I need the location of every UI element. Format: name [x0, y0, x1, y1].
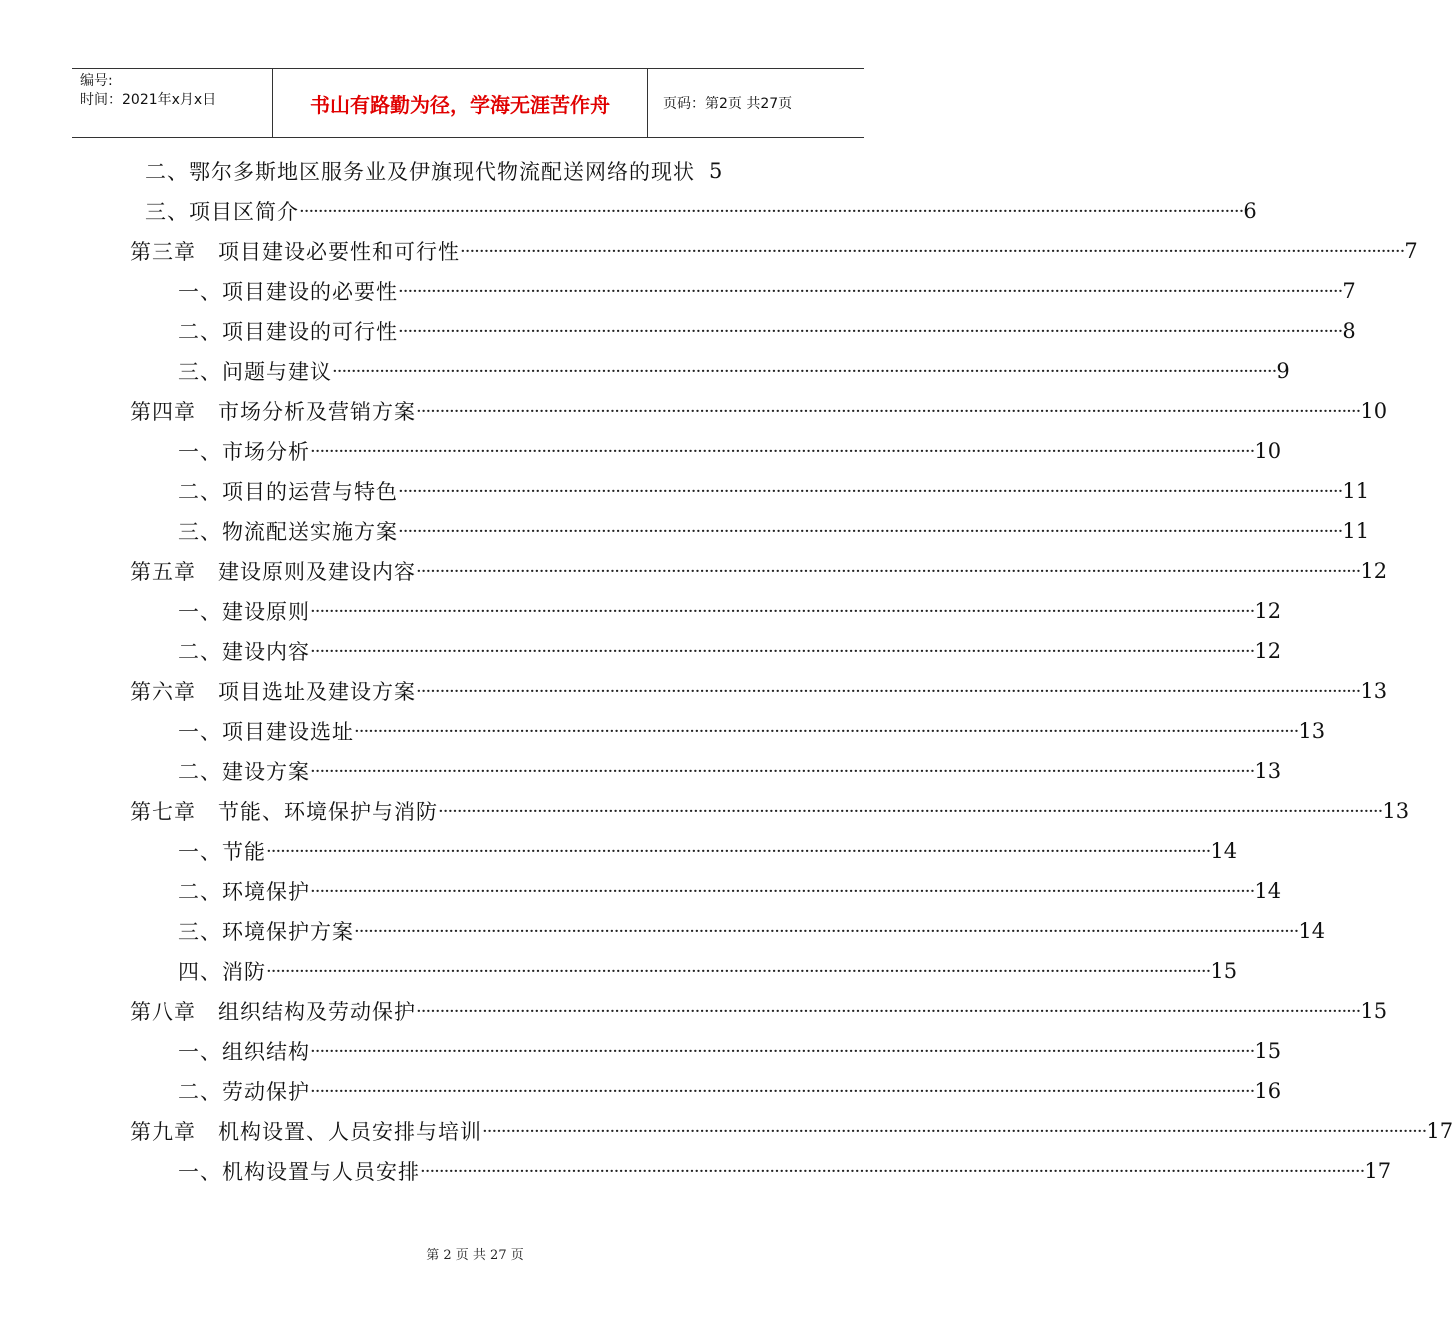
toc-entry — [178, 276, 1356, 306]
toc-entry-page: 6 — [1243, 199, 1257, 223]
toc-entry-label: 二、项目建设的可行性 — [178, 320, 398, 344]
toc-entry-leader: ········································································································································································································ — [354, 720, 1299, 742]
toc-entry-leader: ········································································································································································································ — [460, 240, 1405, 262]
toc-entry — [178, 516, 1370, 546]
toc-entry — [178, 436, 1282, 466]
toc-entry-leader: ········································································································································································································ — [354, 920, 1299, 942]
toc-entry-label: 第六章 项目选址及建设方案 — [130, 680, 416, 704]
toc-entry — [130, 676, 1388, 706]
toc-entry-label: 第九章 机构设置、人员安排与培训 — [130, 1120, 482, 1144]
toc-entry — [145, 196, 1257, 226]
header-motto: 书山有路勤为径，学海无涯苦作舟 — [273, 69, 648, 137]
toc-entry — [178, 596, 1282, 626]
toc-entry-page: 11 — [1342, 479, 1370, 503]
toc-entry-page: 15 — [1254, 1039, 1282, 1063]
toc-entry-leader: ········································································································································································································ — [310, 440, 1255, 462]
toc-entry — [130, 556, 1388, 586]
toc-entry-leader: ········································································································································································································ — [416, 400, 1361, 422]
toc-entry-label: 第五章 建设原则及建设内容 — [130, 560, 416, 584]
toc-entry-page: 9 — [1276, 359, 1290, 383]
toc-entry-label: 一、项目建设选址 — [178, 720, 354, 744]
toc-entry-leader: ········································································································································································································ — [416, 680, 1361, 702]
toc-entry — [130, 396, 1388, 426]
toc-entry-leader: ········································································································································································································ — [310, 1080, 1255, 1102]
toc-entry-label: 四、消防 — [178, 960, 266, 984]
toc-entry-page: 14 — [1254, 879, 1282, 903]
toc-entry — [178, 476, 1370, 506]
toc-entry-label: 一、市场分析 — [178, 440, 310, 464]
toc-entry — [178, 1156, 1392, 1186]
toc-entry-label: 第四章 市场分析及营销方案 — [130, 400, 416, 424]
toc-entry-label: 一、组织结构 — [178, 1040, 310, 1064]
toc-entry-page: 11 — [1342, 519, 1370, 543]
toc-entry-leader: ········································································································································································································ — [266, 840, 1211, 862]
document-number-label: 编号: — [80, 73, 113, 89]
toc-entry-page: 15 — [1210, 959, 1238, 983]
toc-entry — [145, 156, 775, 186]
toc-entry-leader: ········································································································································································································ — [310, 600, 1255, 622]
toc-entry-page: 10 — [1360, 399, 1388, 423]
toc-entry — [178, 956, 1238, 986]
toc-entry-leader: ········································································································································································································ — [299, 200, 1244, 222]
page-footer: 第 2 页 共 27 页 — [426, 1248, 524, 1263]
toc-entry-leader: ········································································································································································································ — [266, 960, 1211, 982]
toc-entry-leader: ········································································································································································································ — [420, 1160, 1365, 1182]
toc-entry-leader: ········································································································································································································ — [398, 320, 1343, 342]
toc-entry — [178, 716, 1326, 746]
toc-entry-label: 二、鄂尔多斯地区服务业及伊旗现代物流配送网络的现状 — [145, 160, 695, 184]
toc-entry — [178, 316, 1356, 346]
toc-entry — [178, 836, 1238, 866]
toc-entry — [178, 1076, 1282, 1106]
toc-entry — [130, 996, 1388, 1026]
toc-entry-leader: ········································································································································································································ — [398, 280, 1343, 302]
toc-entry-label: 二、劳动保护 — [178, 1080, 310, 1104]
toc-entry — [130, 1116, 1453, 1146]
document-time-label: 时间：2021年x月x日 — [80, 92, 217, 108]
toc-entry-page: 14 — [1210, 839, 1238, 863]
toc-entry — [130, 236, 1418, 266]
toc-entry-label: 三、问题与建议 — [178, 360, 332, 384]
toc-entry — [130, 796, 1410, 826]
toc-entry-label: 三、项目区简介 — [145, 200, 299, 224]
toc-entry-leader: ········································································································································································································ — [310, 880, 1255, 902]
toc-entry-page: 13 — [1382, 799, 1410, 823]
toc-entry-page: 8 — [1342, 319, 1356, 343]
toc-entry-label: 第三章 项目建设必要性和可行性 — [130, 240, 460, 264]
toc-entry-label: 第七章 节能、环境保护与消防 — [130, 800, 438, 824]
toc-entry-leader: ········································································································································································································ — [310, 1040, 1255, 1062]
toc-entry-label: 二、建设方案 — [178, 760, 310, 784]
toc-entry-page: 7 — [1404, 239, 1418, 263]
toc-entry-leader: ········································································································································································································ — [310, 640, 1255, 662]
toc-entry-leader: ········································································································································································································ — [416, 560, 1361, 582]
toc-entry-label: 二、环境保护 — [178, 880, 310, 904]
toc-entry-leader: ········································································································································································································ — [438, 800, 1383, 822]
toc-entry-label: 第八章 组织结构及劳动保护 — [130, 1000, 416, 1024]
toc-entry-leader: ········································································································································································································ — [398, 480, 1343, 502]
toc-entry — [178, 756, 1282, 786]
toc-entry — [178, 916, 1326, 946]
toc-entry — [178, 876, 1282, 906]
toc-entry-label: 一、机构设置与人员安排 — [178, 1160, 420, 1184]
page-code-text: 页码：第2页 共27页 — [663, 96, 793, 112]
toc-entry-page: 12 — [1360, 559, 1388, 583]
toc-entry-label: 三、环境保护方案 — [178, 920, 354, 944]
toc-entry-page: 16 — [1254, 1079, 1282, 1103]
toc-entry-label: 一、项目建设的必要性 — [178, 280, 398, 304]
toc-entry-page: 7 — [1342, 279, 1356, 303]
toc-entry-page: 10 — [1254, 439, 1282, 463]
toc-entry-page: 15 — [1360, 999, 1388, 1023]
toc-entry-page: 13 — [1254, 759, 1282, 783]
toc-entry-label: 二、建设内容 — [178, 640, 310, 664]
toc-entry — [178, 356, 1290, 386]
toc-entry-page: 13 — [1360, 679, 1388, 703]
toc-entry-label: 二、项目的运营与特色 — [178, 480, 398, 504]
toc-entry-page: 17 — [1426, 1119, 1453, 1143]
toc-entry — [178, 636, 1282, 666]
toc-entry-page: 12 — [1254, 599, 1282, 623]
toc-entry-page: 5 — [709, 159, 723, 183]
toc-entry-leader: ········································································································································································································ — [310, 760, 1255, 782]
toc-entry-label: 一、节能 — [178, 840, 266, 864]
toc-entry-page: 14 — [1298, 919, 1326, 943]
toc-entry-leader: ········································································································································································································ — [416, 1000, 1361, 1022]
toc-entry-page: 13 — [1298, 719, 1326, 743]
toc-entry-page: 12 — [1254, 639, 1282, 663]
toc-entry — [178, 1036, 1282, 1066]
toc-entry-label: 一、建设原则 — [178, 600, 310, 624]
toc-entry-leader: ········································································································································································································ — [398, 520, 1343, 542]
toc-entry-leader: ········································································································································································································ — [332, 360, 1277, 382]
toc-entry-page: 17 — [1364, 1159, 1392, 1183]
toc-entry-leader: ········································································································································································································ — [482, 1120, 1427, 1142]
toc-entry-label: 三、物流配送实施方案 — [178, 520, 398, 544]
